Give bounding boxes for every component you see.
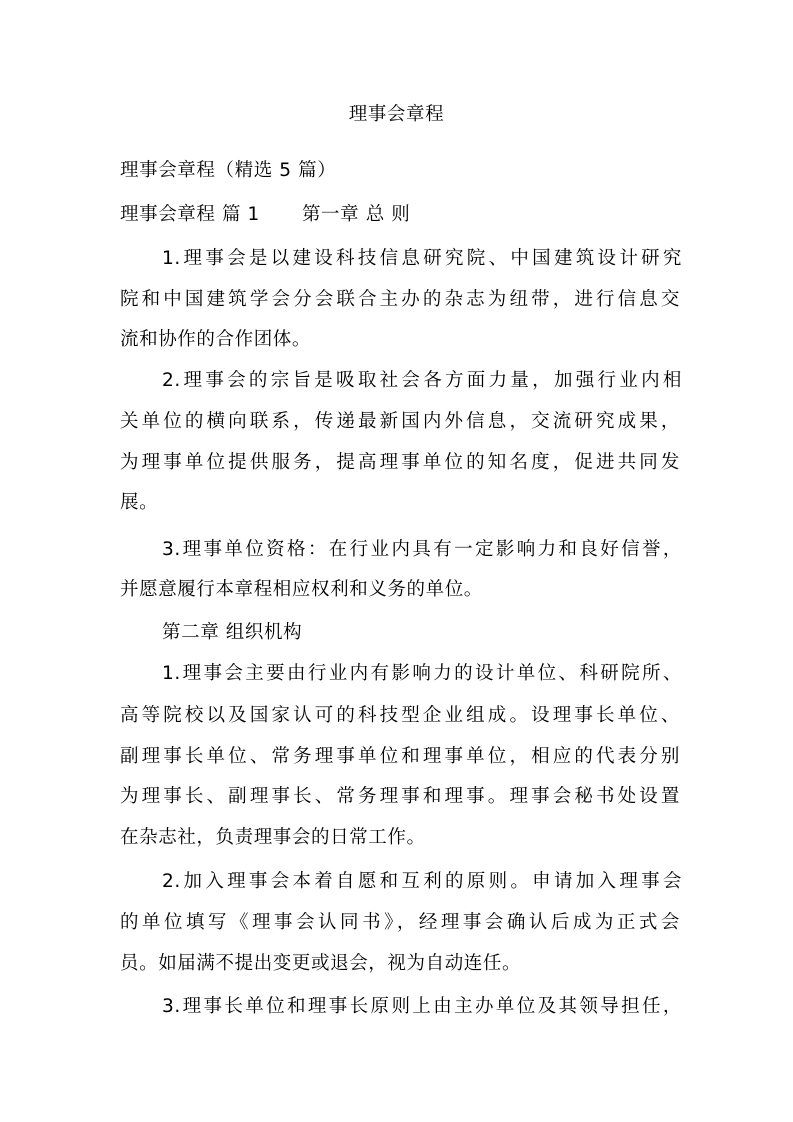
chapter-heading: 第二章 组织机构 — [162, 622, 303, 643]
paragraph-line: 2.加入理事会本着自愿和互利的原则。申请加入理事会 — [162, 871, 682, 892]
document-title: 理事会章程 — [348, 104, 445, 125]
section-heading — [120, 202, 680, 228]
paragraph-line: 的单位填写《理事会认同书》，经理事会确认后成为正式会 — [120, 912, 680, 933]
paragraph-line: 院和中国建筑学会分会联合主办的杂志为纽带，进行信息交 — [120, 289, 680, 310]
document-subtitle: 理事会章程（精选 5 篇） — [120, 160, 337, 181]
paragraph-line: 员。如届满不提出变更或退会，视为自动连任。 — [120, 953, 522, 974]
paragraph-line: 3.理事长单位和理事长原则上由主办单位及其领导担任， — [162, 996, 682, 1017]
chapter-heading: 第一章 总 则 — [301, 204, 411, 225]
paragraph-line: 3.理事单位资格：在行业内具有一定影响力和良好信誉， — [162, 539, 682, 560]
paragraph-line: 1.理事会是以建设科技信息研究院、中国建筑设计研究 — [162, 248, 682, 269]
paragraph-line: 为理事单位提供服务，提高理事单位的知名度，促进共同发 — [120, 452, 680, 473]
paragraph-line: 高等院校以及国家认可的科技型企业组成。设理事长单位、 — [120, 705, 680, 726]
paragraph-line: 并愿意履行本章程相应权利和义务的单位。 — [120, 579, 483, 600]
paragraph-line: 为理事长、副理事长、常务理事和理事。理事会秘书处设置 — [120, 786, 680, 807]
paragraph-line: 副理事长单位、常务理事单位和理事单位，相应的代表分别 — [120, 746, 680, 767]
part-label: 理事会章程 篇 1 — [120, 204, 260, 225]
paragraph-line: 流和协作的合作团体。 — [120, 329, 312, 350]
paragraph-line: 关单位的横向联系，传递最新国内外信息，交流研究成果， — [120, 411, 680, 432]
paragraph-line: 2.理事会的宗旨是吸取社会各方面力量，加强行业内相 — [162, 370, 682, 391]
paragraph-line: 在杂志社，负责理事会的日常工作。 — [120, 827, 426, 848]
paragraph-line: 1.理事会主要由行业内有影响力的设计单位、科研院所、 — [162, 663, 682, 684]
paragraph-line: 展。 — [120, 492, 159, 513]
